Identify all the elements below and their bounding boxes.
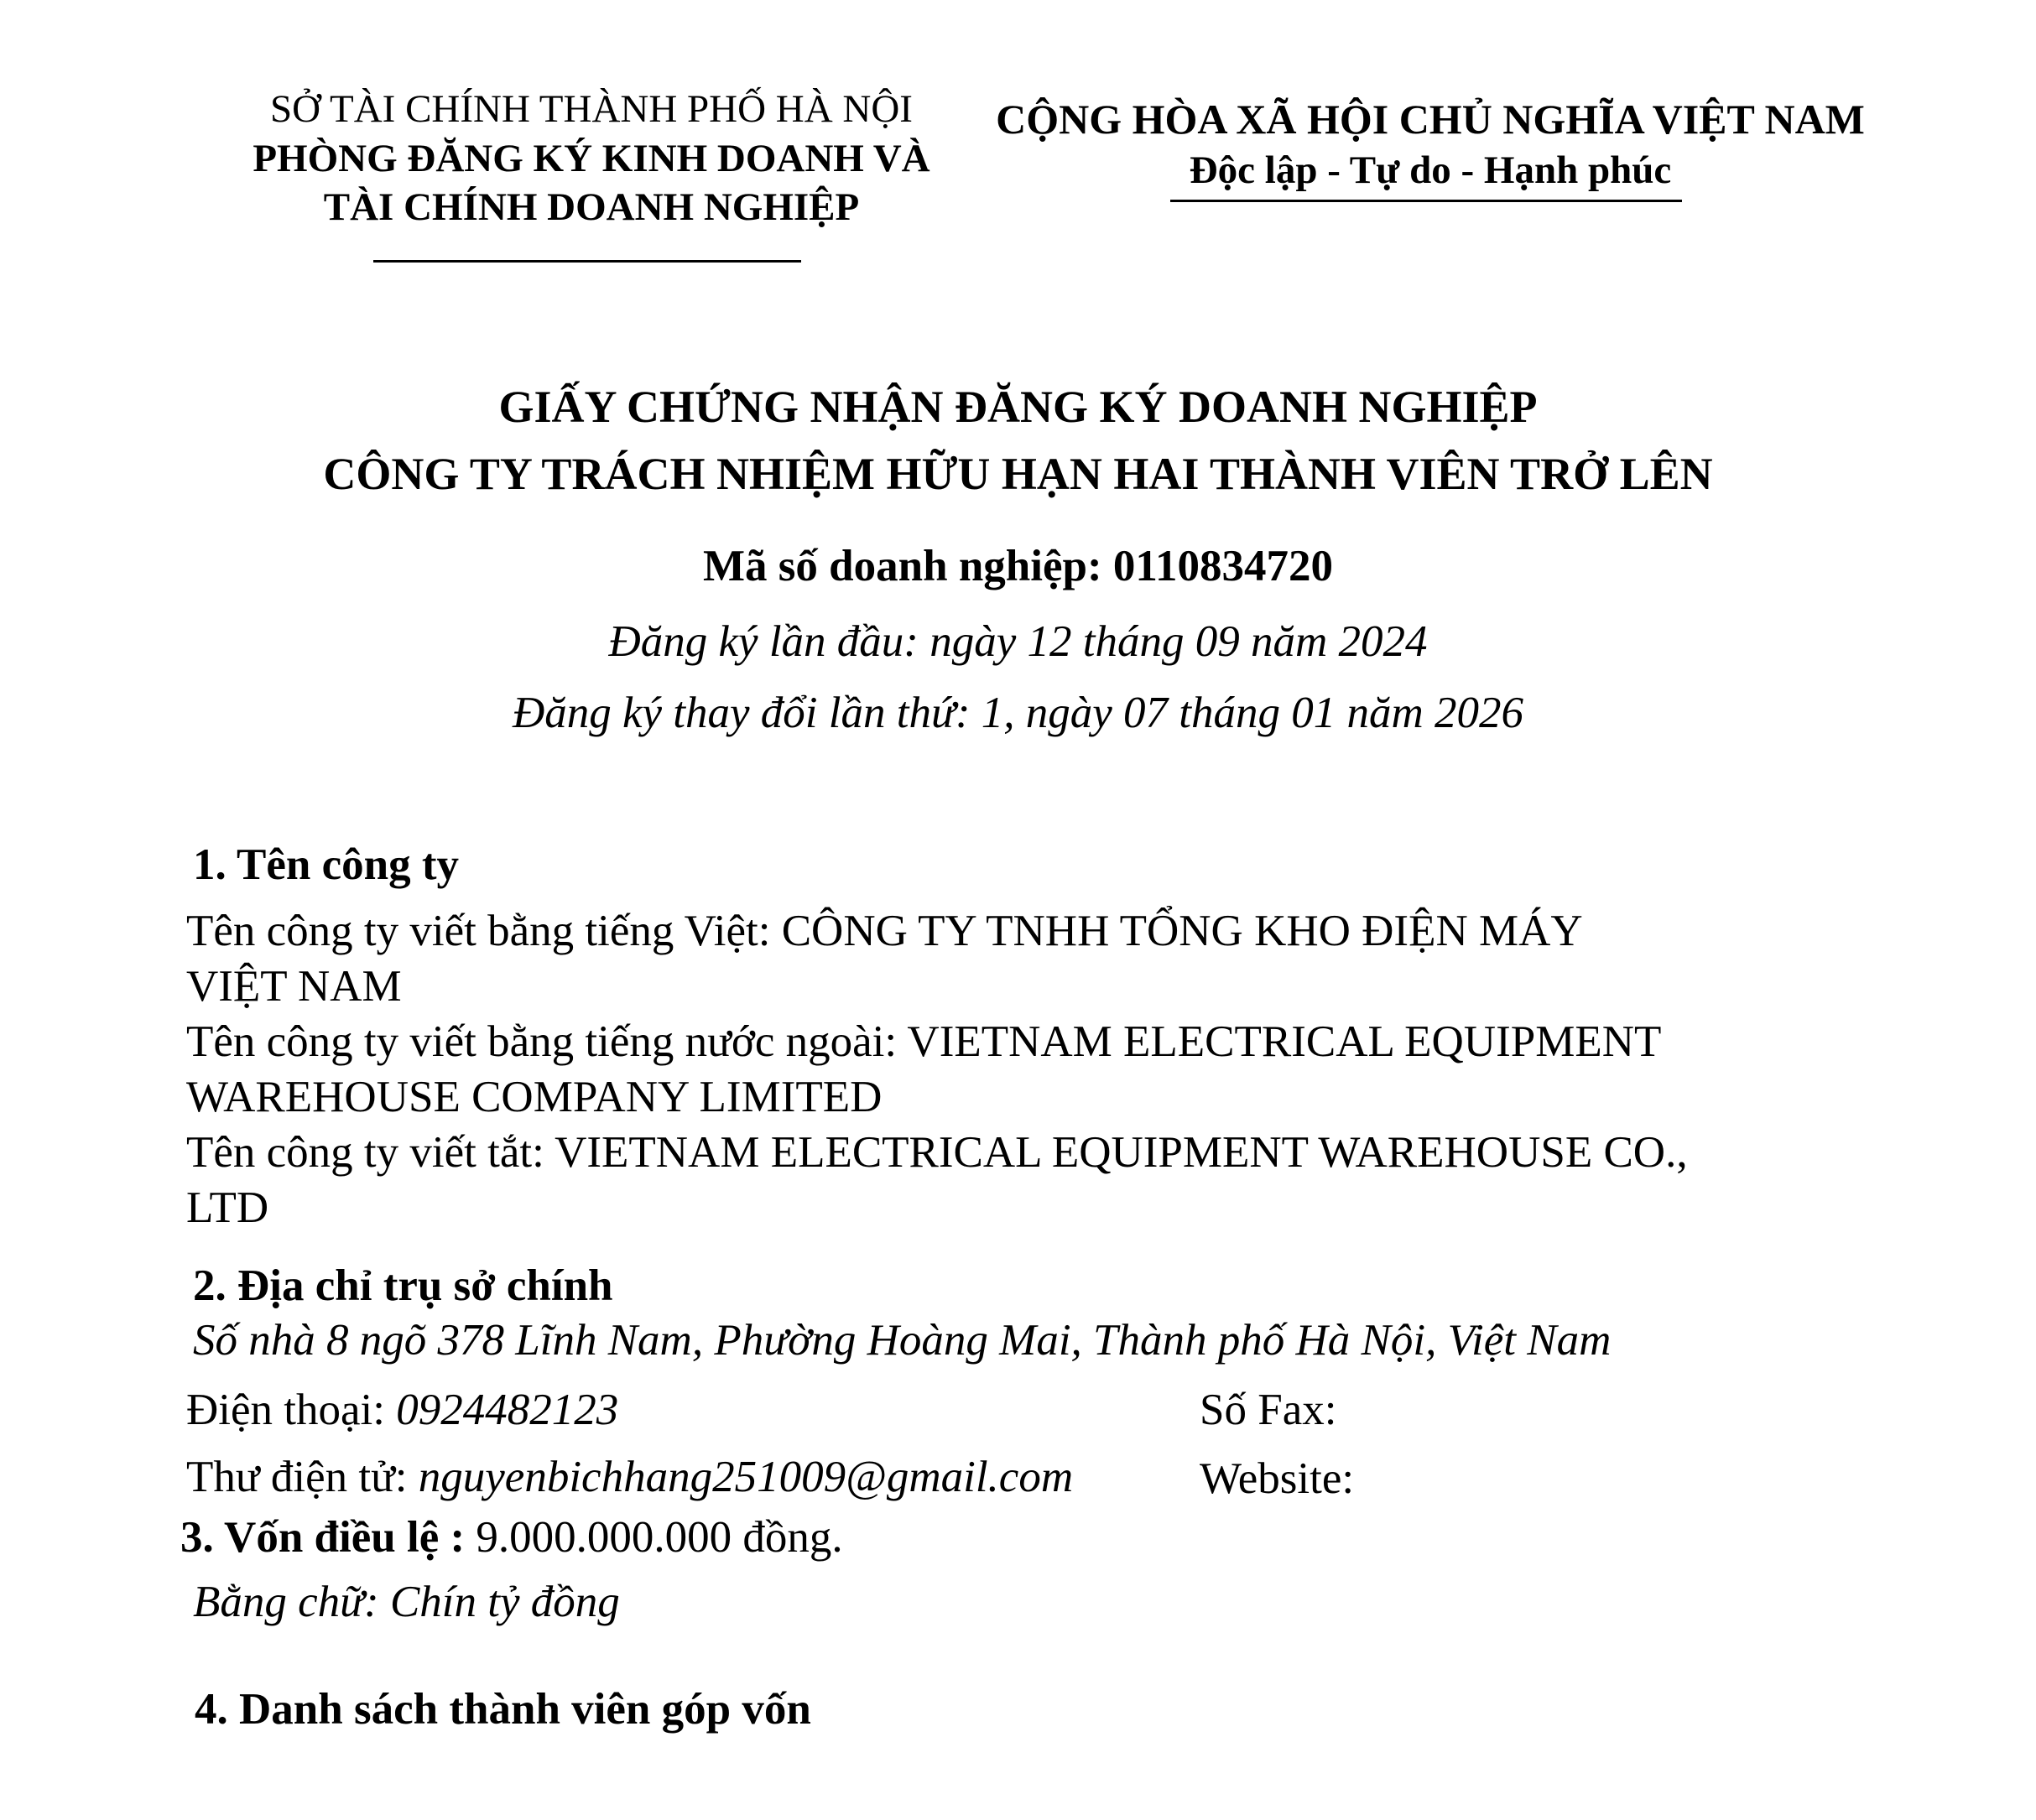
national-heading — [982, 92, 1879, 195]
charter-capital — [180, 1510, 843, 1565]
head-office-address: Số nhà 8 ngõ 378 Lĩnh Nam, Phường Hoàng Mai, Thành phố Hà Nội, Việt Nam — [193, 1316, 1612, 1365]
enterprise-code — [0, 537, 2036, 595]
email-value: nguyenbichhang251009@gmail.com — [418, 1453, 1074, 1501]
charter-capital-value: 9.000.000.000 đồng. — [476, 1513, 843, 1562]
title-line2: CÔNG TY TRÁCH NHIỆM HỮU HẠN HAI THÀNH VIÊN TRỞ LÊN — [323, 449, 1713, 499]
vietnamese-name-line1: Tên công ty viết bằng tiếng Việt: CÔNG TY TNHH TỔNG KHO ĐIỆN MÁY — [186, 907, 1583, 955]
change-registration-date: Đăng ký thay đổi lần thứ: 1, ngày 07 tháng 01 năm 2026 — [512, 689, 1524, 737]
email-row — [186, 1449, 1073, 1505]
first-registration-date: Đăng ký lần đầu: ngày 12 tháng 09 năm 2024 — [608, 617, 1428, 666]
abbreviated-name-line2: LTD — [186, 1183, 269, 1232]
abbreviated-name-line1: Tên công ty viết tắt: VIETNAM ELECTRICAL EQUIPMENT WAREHOUSE CO., — [186, 1128, 1688, 1177]
foreign-name-line2: WAREHOUSE COMPANY LIMITED — [186, 1073, 883, 1121]
section-company-name-heading: 1. Tên công ty — [193, 840, 460, 889]
phone-label: Điện thoại: — [186, 1386, 397, 1434]
title-line1: GIẤY CHỨNG NHẬN ĐĂNG KÝ DOANH NGHIỆP — [498, 382, 1538, 432]
phone-value: 0924482123 — [396, 1386, 619, 1434]
authority-department: SỞ TÀI CHÍNH THÀNH PHỐ HÀ NỘI — [270, 87, 913, 131]
company-names — [186, 903, 1864, 1235]
document-title — [0, 373, 2036, 507]
section-members-heading: 4. Danh sách thành viên góp vốn — [195, 1685, 811, 1734]
national-motto: Độc lập - Tự do - Hạnh phúc — [1189, 148, 1672, 192]
vietnamese-name-line2: VIỆT NAM — [186, 962, 402, 1011]
foreign-name-line1: Tên công ty viết bằng tiếng nước ngoài: VIETNAM ELECTRICAL EQUIPMENT — [186, 1017, 1662, 1066]
fax-label: Số Fax: — [1200, 1386, 1337, 1434]
charter-capital-in-words: Bằng chữ: Chín tỷ đồng — [193, 1578, 620, 1626]
email-label: Thư điện tử: — [186, 1453, 419, 1501]
issuing-authority — [201, 84, 982, 231]
section-head-office-heading: 2. Địa chỉ trụ sở chính — [193, 1261, 613, 1310]
charter-capital-heading: 3. Vốn điều lệ : — [180, 1513, 476, 1562]
enterprise-code-value: 0110834720 — [1112, 542, 1333, 590]
authority-office-line1: PHÒNG ĐĂNG KÝ KINH DOANH VÀ — [253, 137, 930, 180]
website-label: Website: — [1200, 1454, 1355, 1503]
motto-underline — [1170, 200, 1682, 202]
enterprise-code-label: Mã số doanh nghiệp: — [703, 542, 1113, 590]
authority-underline — [373, 260, 801, 263]
phone-row — [186, 1382, 618, 1438]
authority-office-line2: TÀI CHÍNH DOANH NGHIỆP — [323, 185, 860, 229]
country-name: CỘNG HÒA XÃ HỘI CHỦ NGHĨA VIỆT NAM — [996, 96, 1865, 143]
